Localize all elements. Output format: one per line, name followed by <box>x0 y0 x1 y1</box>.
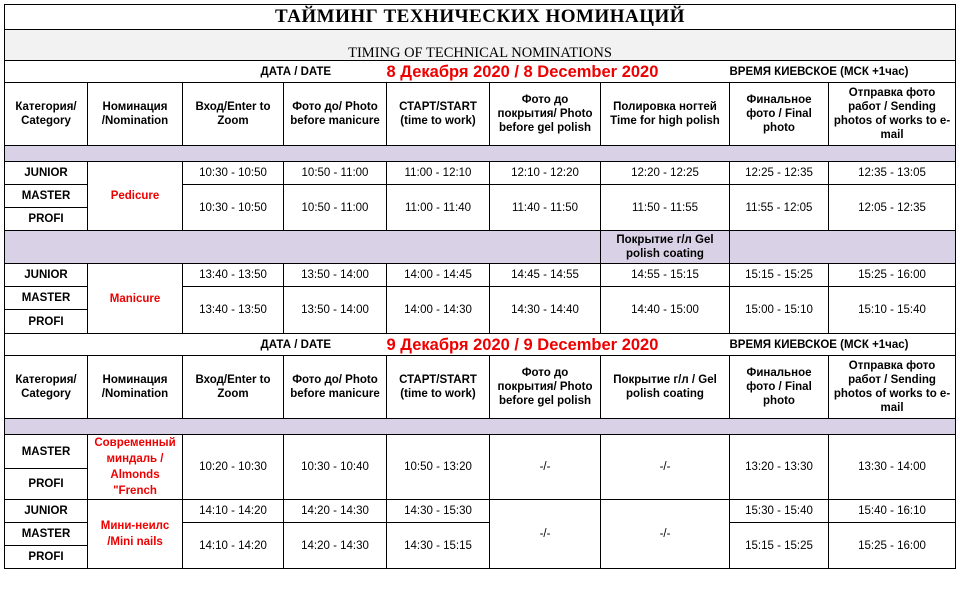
day1-header-row <box>5 83 956 146</box>
header-enter-zoom: Вход/Enter to Zoom <box>183 83 284 146</box>
time-cell: 13:40 - 13:50 <box>183 264 284 287</box>
time-cell: 11:40 - 11:50 <box>490 185 601 231</box>
time-cell: -/- <box>490 435 601 500</box>
time-cell: 14:30 - 14:40 <box>490 287 601 334</box>
nomination-pedicure: Pedicure <box>88 162 183 231</box>
header-sending: Отправка фото работ / Sending photos of works to e-mail <box>829 356 956 419</box>
header-start: СТАРТ/START (time to work) <box>387 83 490 146</box>
category-cell: JUNIOR <box>5 264 88 287</box>
category-cell: MASTER <box>5 185 88 208</box>
time-cell: 12:25 - 12:35 <box>730 162 829 185</box>
table-row <box>5 435 956 469</box>
time-cell: 10:50 - 11:00 <box>284 162 387 185</box>
timing-table <box>4 4 956 569</box>
time-cell: 14:20 - 14:30 <box>284 500 387 523</box>
category-cell: PROFI <box>5 469 88 500</box>
header-nomination: Номинация /Nomination <box>88 83 183 146</box>
header-photo-before-gel: Фото до покрытия/ Photo before gel polish <box>490 356 601 419</box>
category-cell: PROFI <box>5 546 88 569</box>
separator <box>5 146 956 162</box>
header-final-photo: Финальное фото / Final photo <box>730 356 829 419</box>
time-cell: 10:20 - 10:30 <box>183 435 284 500</box>
table-row <box>5 500 956 523</box>
time-cell: 11:00 - 11:40 <box>387 185 490 231</box>
header-nomination: Номинация /Nomination <box>88 356 183 419</box>
header-gel-coating: Покрытие г/л / Gel polish coating <box>601 356 730 419</box>
page-title: ТАЙМИНГ ТЕХНИЧЕСКИХ НОМИНАЦИЙ <box>5 5 956 30</box>
time-zone: ВРЕМЯ КИЕВСКОЕ (МСК +1час) <box>730 61 956 83</box>
page-subtitle: TIMING OF TECHNICAL NOMINATIONS <box>5 30 956 61</box>
time-cell: 15:00 - 15:10 <box>730 287 829 334</box>
time-cell: 14:40 - 15:00 <box>601 287 730 334</box>
time-cell: -/- <box>601 500 730 569</box>
header-high-polish: Полировка ногтей Time for high polish <box>601 83 730 146</box>
date-label: ДАТА / DATE <box>183 61 387 83</box>
gel-separator-row <box>5 231 956 264</box>
gel-polish-header: Покрытие г/л Gel polish coating <box>601 231 730 264</box>
time-cell: 14:55 - 15:15 <box>601 264 730 287</box>
time-cell: 10:30 - 10:40 <box>284 435 387 500</box>
time-cell: 15:40 - 16:10 <box>829 500 956 523</box>
table-row <box>5 264 956 287</box>
category-cell: JUNIOR <box>5 500 88 523</box>
time-cell: 14:30 - 15:30 <box>387 500 490 523</box>
time-cell: 14:45 - 14:55 <box>490 264 601 287</box>
time-cell: 10:30 - 10:50 <box>183 185 284 231</box>
time-cell: 14:30 - 15:15 <box>387 523 490 569</box>
header-final-photo: Финальное фото / Final photo <box>730 83 829 146</box>
time-cell: 12:35 - 13:05 <box>829 162 956 185</box>
nomination-mini-nails: Мини-неилс /Mini nails <box>88 500 183 569</box>
time-cell: 14:10 - 14:20 <box>183 523 284 569</box>
time-cell: 15:10 - 15:40 <box>829 287 956 334</box>
time-cell: -/- <box>601 435 730 500</box>
time-cell: 15:15 - 15:25 <box>730 264 829 287</box>
time-cell: -/- <box>490 500 601 569</box>
header-sending: Отправка фото работ / Sending photos of works to e-mail <box>829 83 956 146</box>
time-cell: 15:30 - 15:40 <box>730 500 829 523</box>
day2-date: 9 Декабря 2020 / 9 December 2020 <box>387 334 730 356</box>
category-cell: MASTER <box>5 435 88 469</box>
time-zone: ВРЕМЯ КИЕВСКОЕ (МСК +1час) <box>730 334 956 356</box>
header-category: Категория/ Category <box>5 356 88 419</box>
timing-sheet <box>4 4 955 569</box>
category-cell: JUNIOR <box>5 162 88 185</box>
time-cell: 10:50 - 11:00 <box>284 185 387 231</box>
time-cell: 13:50 - 14:00 <box>284 287 387 334</box>
header-category: Категория/ Category <box>5 83 88 146</box>
header-photo-before: Фото до/ Photo before manicure <box>284 356 387 419</box>
table-row <box>5 162 956 185</box>
time-cell: 14:20 - 14:30 <box>284 523 387 569</box>
time-cell: 11:00 - 12:10 <box>387 162 490 185</box>
time-cell: 12:05 - 12:35 <box>829 185 956 231</box>
time-cell: 13:40 - 13:50 <box>183 287 284 334</box>
time-cell: 14:10 - 14:20 <box>183 500 284 523</box>
time-cell: 12:20 - 12:25 <box>601 162 730 185</box>
time-cell: 13:30 - 14:00 <box>829 435 956 500</box>
header-start: СТАРТ/START (time to work) <box>387 356 490 419</box>
category-cell: PROFI <box>5 208 88 231</box>
time-cell: 13:50 - 14:00 <box>284 264 387 287</box>
date-label: ДАТА / DATE <box>183 334 387 356</box>
time-cell: 11:55 - 12:05 <box>730 185 829 231</box>
header-enter-zoom: Вход/Enter to Zoom <box>183 356 284 419</box>
time-cell: 14:00 - 14:30 <box>387 287 490 334</box>
nomination-almonds: Современный миндаль / Almonds "French <box>88 435 183 500</box>
category-cell: MASTER <box>5 287 88 310</box>
time-cell: 12:10 - 12:20 <box>490 162 601 185</box>
category-cell: PROFI <box>5 310 88 334</box>
day2-header-row <box>5 356 956 419</box>
time-cell: 15:25 - 16:00 <box>829 264 956 287</box>
header-photo-before-gel: Фото до покрытия/ Photo before gel polish <box>490 83 601 146</box>
time-cell: 10:50 - 13:20 <box>387 435 490 500</box>
time-cell: 11:50 - 11:55 <box>601 185 730 231</box>
header-photo-before: Фото до/ Photo before manicure <box>284 83 387 146</box>
time-cell: 15:25 - 16:00 <box>829 523 956 569</box>
time-cell: 10:30 - 10:50 <box>183 162 284 185</box>
separator <box>5 419 956 435</box>
time-cell: 15:15 - 15:25 <box>730 523 829 569</box>
nomination-manicure: Manicure <box>88 264 183 334</box>
time-cell: 13:20 - 13:30 <box>730 435 829 500</box>
time-cell: 14:00 - 14:45 <box>387 264 490 287</box>
category-cell: MASTER <box>5 523 88 546</box>
day1-date: 8 Декабря 2020 / 8 December 2020 <box>387 61 730 83</box>
